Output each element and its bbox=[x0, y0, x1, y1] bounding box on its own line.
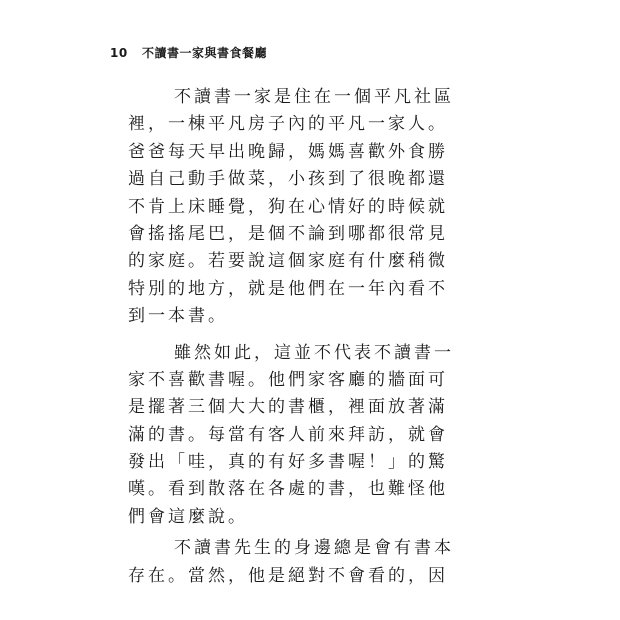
text-line: 嘆。看到散落在各處的書，也難怪他 bbox=[128, 479, 448, 500]
text-line: 的家庭。若要說這個家庭有什麼稍微 bbox=[128, 251, 448, 272]
body-text bbox=[128, 84, 528, 590]
text-line: 爸爸每天早出晚歸，媽媽喜歡外食勝 bbox=[128, 141, 448, 162]
text-line: 家不喜歡書喔。他們家客廳的牆面可 bbox=[128, 369, 448, 390]
running-head bbox=[110, 44, 267, 61]
text-line: 裡，一棟平凡房子內的平凡一家人。 bbox=[128, 114, 448, 135]
text-line: 不讀書先生的身邊總是會有書本 bbox=[174, 538, 454, 559]
text-line: 雖然如此，這並不代表不讀書一 bbox=[174, 342, 454, 363]
text-line: 存在。當然，他是絕對不會看的，因 bbox=[128, 565, 448, 586]
text-line: 特別的地方，就是他們在一年內看不 bbox=[128, 278, 448, 299]
text-line: 們會這麼說。 bbox=[128, 506, 248, 527]
text-line: 是擺著三個大大的書櫃，裡面放著滿 bbox=[128, 397, 448, 418]
text-line: 不讀書一家是住在一個平凡社區 bbox=[174, 87, 454, 107]
page-number: 10 bbox=[110, 46, 128, 60]
text-line: 到一本書。 bbox=[128, 306, 228, 327]
text-line: 發出「哇，真的有好多書喔！」的驚 bbox=[128, 452, 448, 473]
text-line: 過自己動手做菜，小孩到了很晚都還 bbox=[128, 169, 448, 190]
text-line: 會搖搖尾巴，是個不論到哪都很常見 bbox=[128, 223, 448, 244]
text-line: 滿的書。每當有客人前來拜訪，就會 bbox=[128, 424, 448, 445]
running-title: 不讀書一家與書食餐廳 bbox=[142, 46, 268, 60]
text-line: 不肯上床睡覺，狗在心情好的時候就 bbox=[128, 196, 448, 217]
